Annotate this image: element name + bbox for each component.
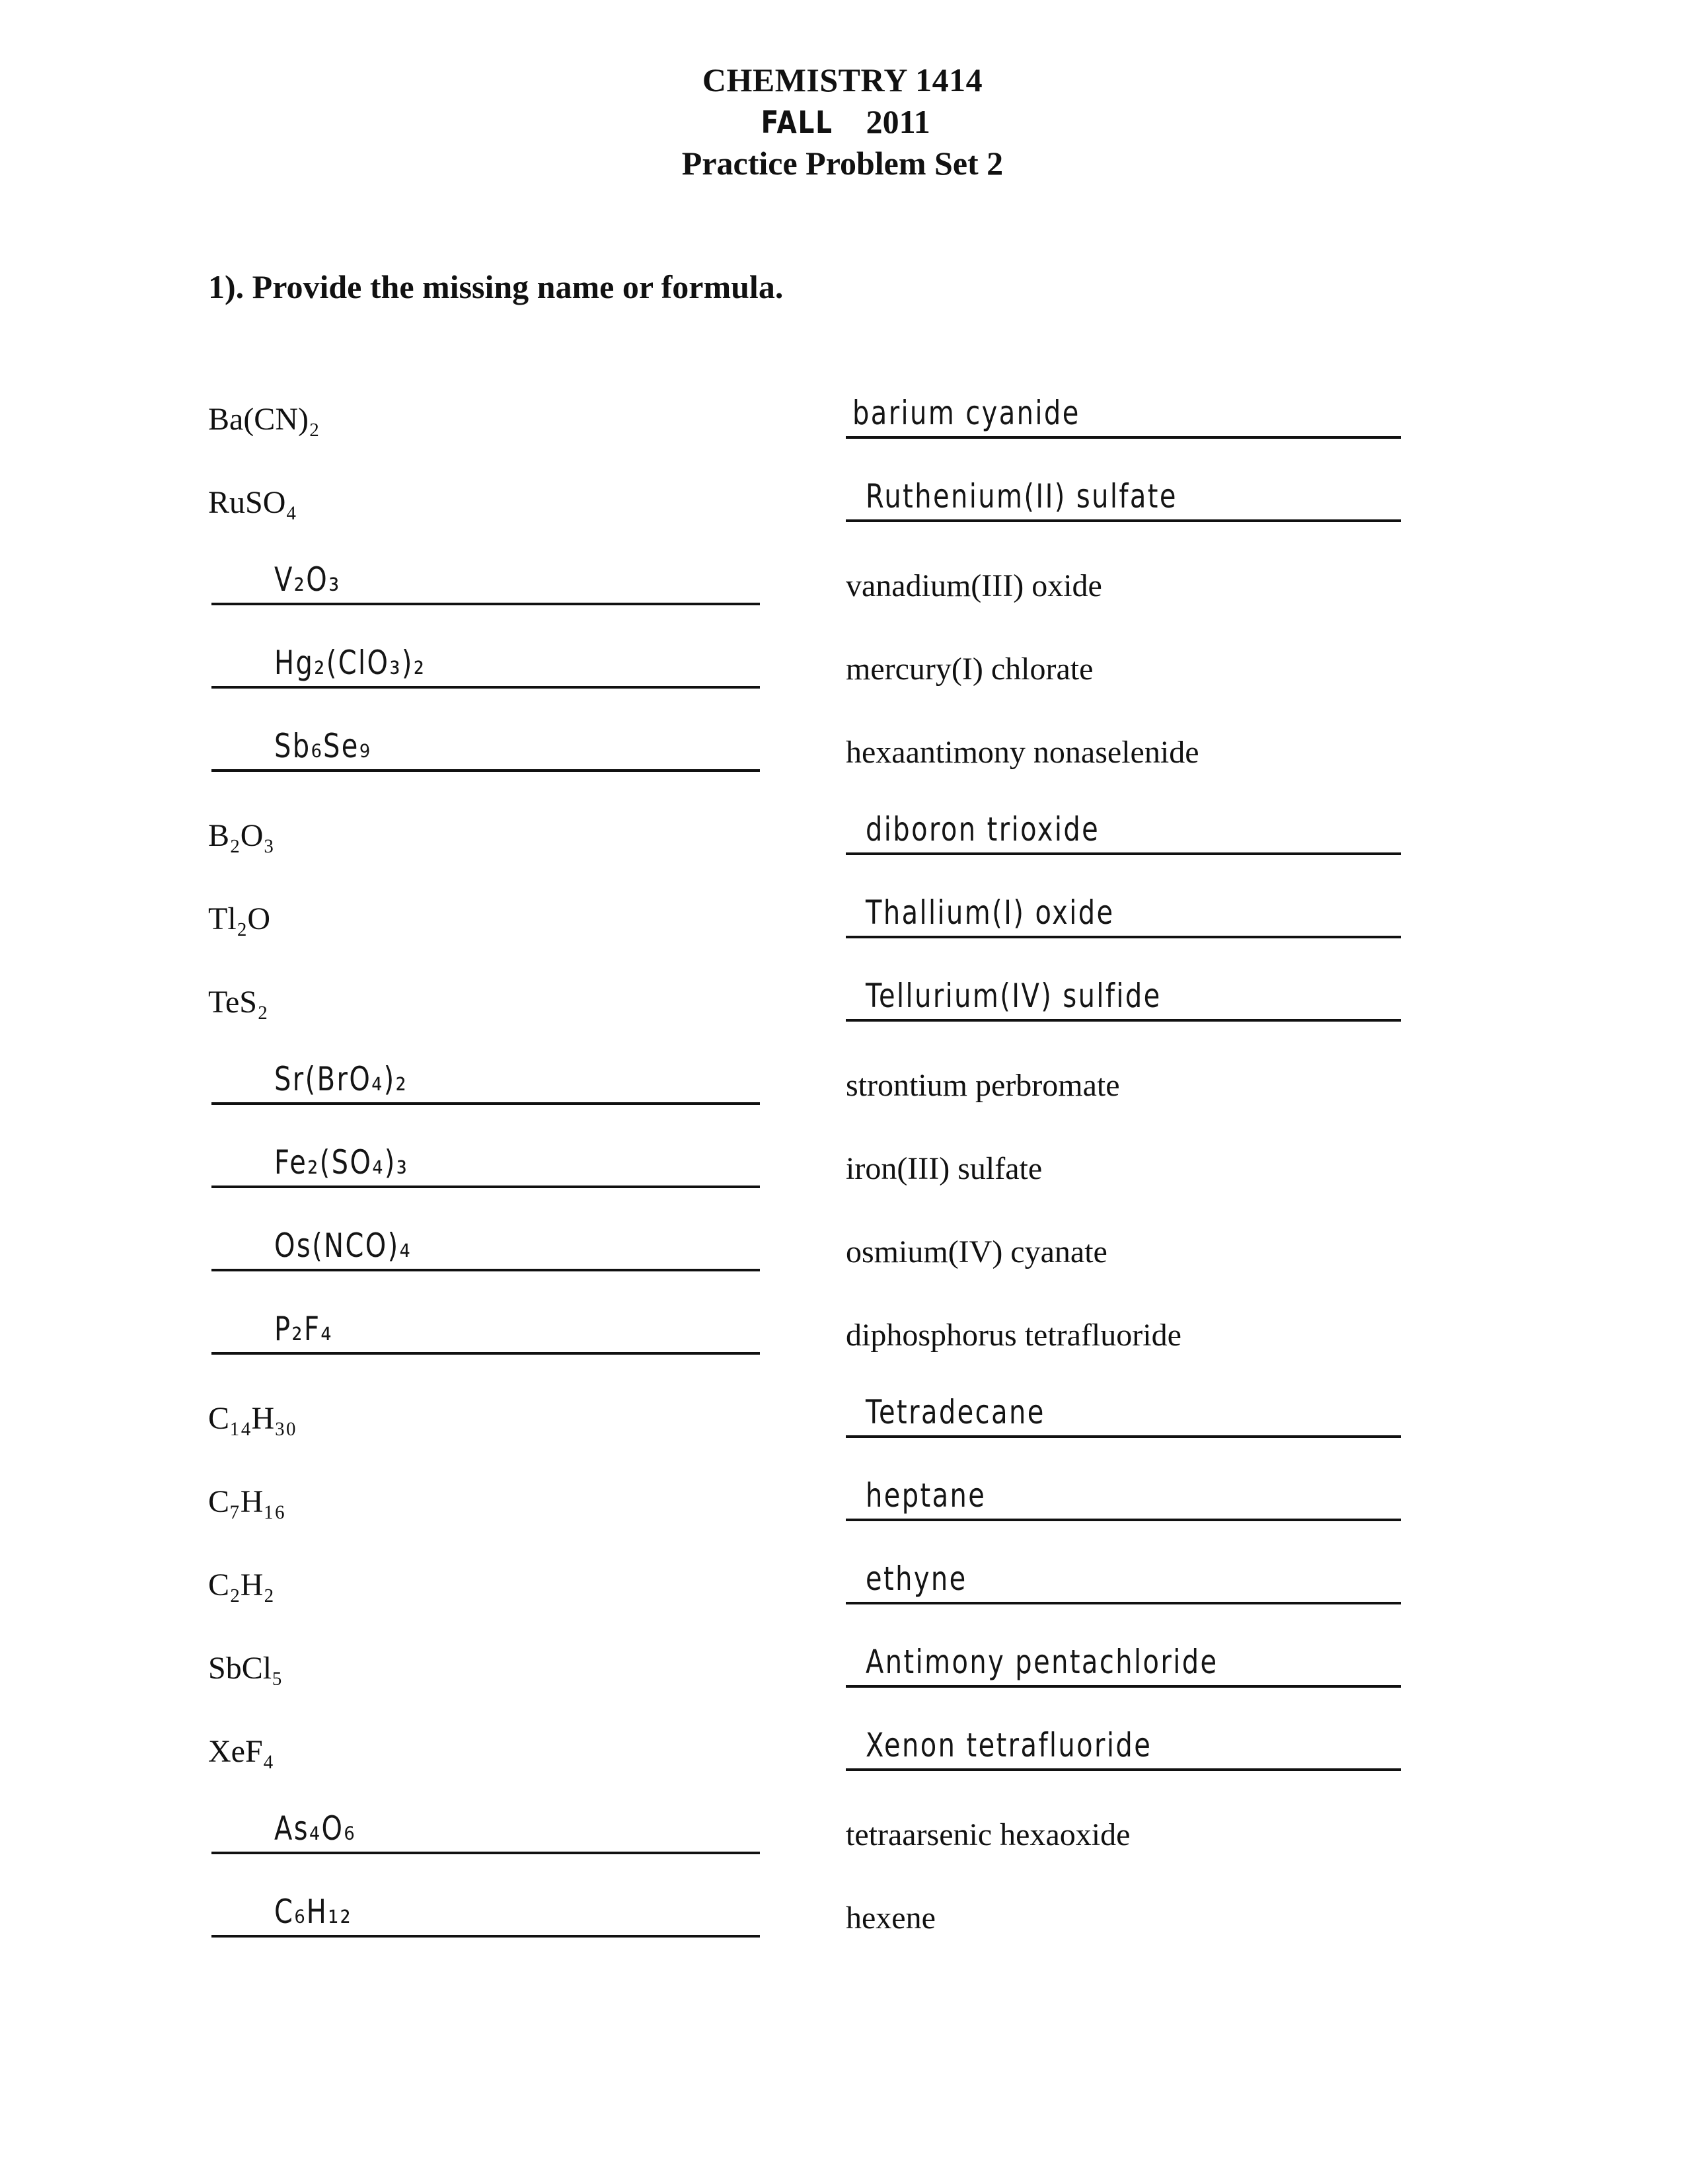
name-printed — [846, 1039, 1401, 1105]
handwritten-formula: Os(NCO)₄ — [274, 1226, 412, 1265]
handwritten-name: Ruthenium(II) sulfate — [866, 477, 1178, 515]
formula-printed — [208, 872, 760, 938]
table-row — [0, 1286, 1685, 1369]
formula-text: Tl₂O — [208, 901, 271, 936]
name-printed — [846, 1871, 1401, 1938]
formula-answer-field[interactable] — [211, 620, 760, 689]
handwritten-formula: As₄O₆ — [274, 1809, 356, 1848]
table-row — [0, 453, 1685, 537]
table-row — [0, 1369, 1685, 1452]
formula-printed — [208, 1622, 760, 1688]
table-row — [0, 953, 1685, 1036]
table-row — [0, 1036, 1685, 1119]
formula-answer-field[interactable] — [211, 1203, 760, 1271]
handwritten-name: Antimony pentachloride — [866, 1643, 1218, 1681]
name-text: diphosphorus tetrafluoride — [846, 1318, 1181, 1353]
name-text: vanadium(III) oxide — [846, 568, 1102, 603]
year: 2011 — [866, 103, 930, 140]
name-answer-field[interactable] — [846, 370, 1401, 439]
handwritten-formula: P₂F₄ — [274, 1310, 333, 1348]
formula-answer-field[interactable] — [211, 703, 760, 772]
handwritten-name: barium cyanide — [852, 394, 1080, 432]
table-row — [0, 1203, 1685, 1286]
problem-set-title: Practice Problem Set 2 — [681, 145, 1004, 182]
name-printed — [846, 1122, 1401, 1188]
table-row — [0, 537, 1685, 620]
formula-text: XeF₄ — [208, 1734, 274, 1769]
formula-text: TeS₂ — [208, 985, 268, 1020]
formula-text: C₁₄H₃₀ — [208, 1401, 297, 1436]
formula-printed — [208, 1705, 760, 1771]
handwritten-formula: C₆H₁₂ — [274, 1893, 353, 1931]
table-row — [0, 786, 1685, 870]
name-text: strontium perbromate — [846, 1068, 1120, 1103]
formula-answer-field[interactable] — [211, 1786, 760, 1854]
name-text: iron(III) sulfate — [846, 1151, 1043, 1186]
formula-answer-field[interactable] — [211, 537, 760, 605]
table-row — [0, 1119, 1685, 1203]
table-row — [0, 1786, 1685, 1869]
table-row — [0, 1619, 1685, 1702]
formula-text: C₇H₁₆ — [208, 1484, 285, 1519]
formula-text: C₂H₂ — [208, 1567, 275, 1602]
name-text: mercury(I) chlorate — [846, 652, 1094, 687]
name-answer-field[interactable] — [846, 1452, 1401, 1521]
handwritten-formula: V₂O₃ — [274, 560, 341, 599]
handwritten-name: Thallium(I) oxide — [866, 893, 1115, 932]
formula-text: Ba(CN)₂ — [208, 402, 320, 437]
formula-answer-field[interactable] — [211, 1869, 760, 1938]
name-answer-field[interactable] — [846, 870, 1401, 938]
name-answer-field[interactable] — [846, 953, 1401, 1022]
table-row — [0, 1452, 1685, 1536]
formula-printed — [208, 373, 760, 439]
table-row — [0, 1869, 1685, 1952]
table-row — [0, 620, 1685, 703]
name-text: tetraarsenic hexaoxide — [846, 1817, 1131, 1852]
name-printed — [846, 1788, 1401, 1854]
formula-text: B₂O₃ — [208, 818, 275, 853]
table-row — [0, 703, 1685, 786]
formula-printed — [208, 1455, 760, 1521]
name-printed — [846, 706, 1401, 772]
handwritten-name: Tellurium(IV) sulfide — [866, 977, 1162, 1015]
formula-printed — [208, 456, 760, 522]
formula-printed — [208, 1372, 760, 1438]
formula-text: SbCl₅ — [208, 1651, 283, 1686]
name-answer-field[interactable] — [846, 1536, 1401, 1604]
handwritten-name: Tetradecane — [866, 1393, 1045, 1431]
name-answer-field[interactable] — [846, 1619, 1401, 1688]
table-row — [0, 1702, 1685, 1786]
name-answer-field[interactable] — [846, 1702, 1401, 1771]
name-text: osmium(IV) cyanate — [846, 1234, 1107, 1269]
formula-printed — [208, 956, 760, 1022]
name-answer-field[interactable] — [846, 453, 1401, 522]
name-answer-field[interactable] — [846, 1369, 1401, 1438]
formula-printed — [208, 1538, 760, 1604]
table-row — [0, 870, 1685, 953]
formula-answer-field[interactable] — [211, 1036, 760, 1105]
handwritten-name: heptane — [866, 1476, 987, 1515]
handwritten-name: diboron trioxide — [866, 810, 1100, 848]
course-title: CHEMISTRY 1414 — [702, 61, 983, 98]
formula-answer-field[interactable] — [211, 1286, 760, 1355]
name-printed — [846, 539, 1401, 605]
term-line — [0, 102, 1685, 141]
table-row — [0, 1536, 1685, 1619]
handwritten-formula: Hg₂(ClO₃)₂ — [274, 644, 426, 682]
formula-answer-field[interactable] — [211, 1119, 760, 1188]
name-printed — [846, 1289, 1401, 1355]
table-row — [0, 370, 1685, 453]
name-answer-field[interactable] — [846, 786, 1401, 855]
handwritten-formula: Fe₂(SO₄)₃ — [274, 1143, 409, 1182]
name-text: hexene — [846, 1901, 936, 1936]
formula-printed — [208, 789, 760, 855]
name-text: hexaantimony nonaselenide — [846, 735, 1199, 770]
term-handwritten: FALL — [761, 104, 833, 140]
handwritten-name: Xenon tetrafluoride — [866, 1726, 1152, 1764]
handwritten-formula: Sr(BrO₄)₂ — [274, 1060, 408, 1098]
name-printed — [846, 622, 1401, 689]
formula-text: RuSO₄ — [208, 485, 297, 520]
handwritten-name: ethyne — [866, 1560, 967, 1598]
handwritten-formula: Sb₆Se₉ — [274, 727, 372, 765]
question-instruction: 1). Provide the missing name or formula. — [208, 268, 784, 305]
name-printed — [846, 1205, 1401, 1271]
